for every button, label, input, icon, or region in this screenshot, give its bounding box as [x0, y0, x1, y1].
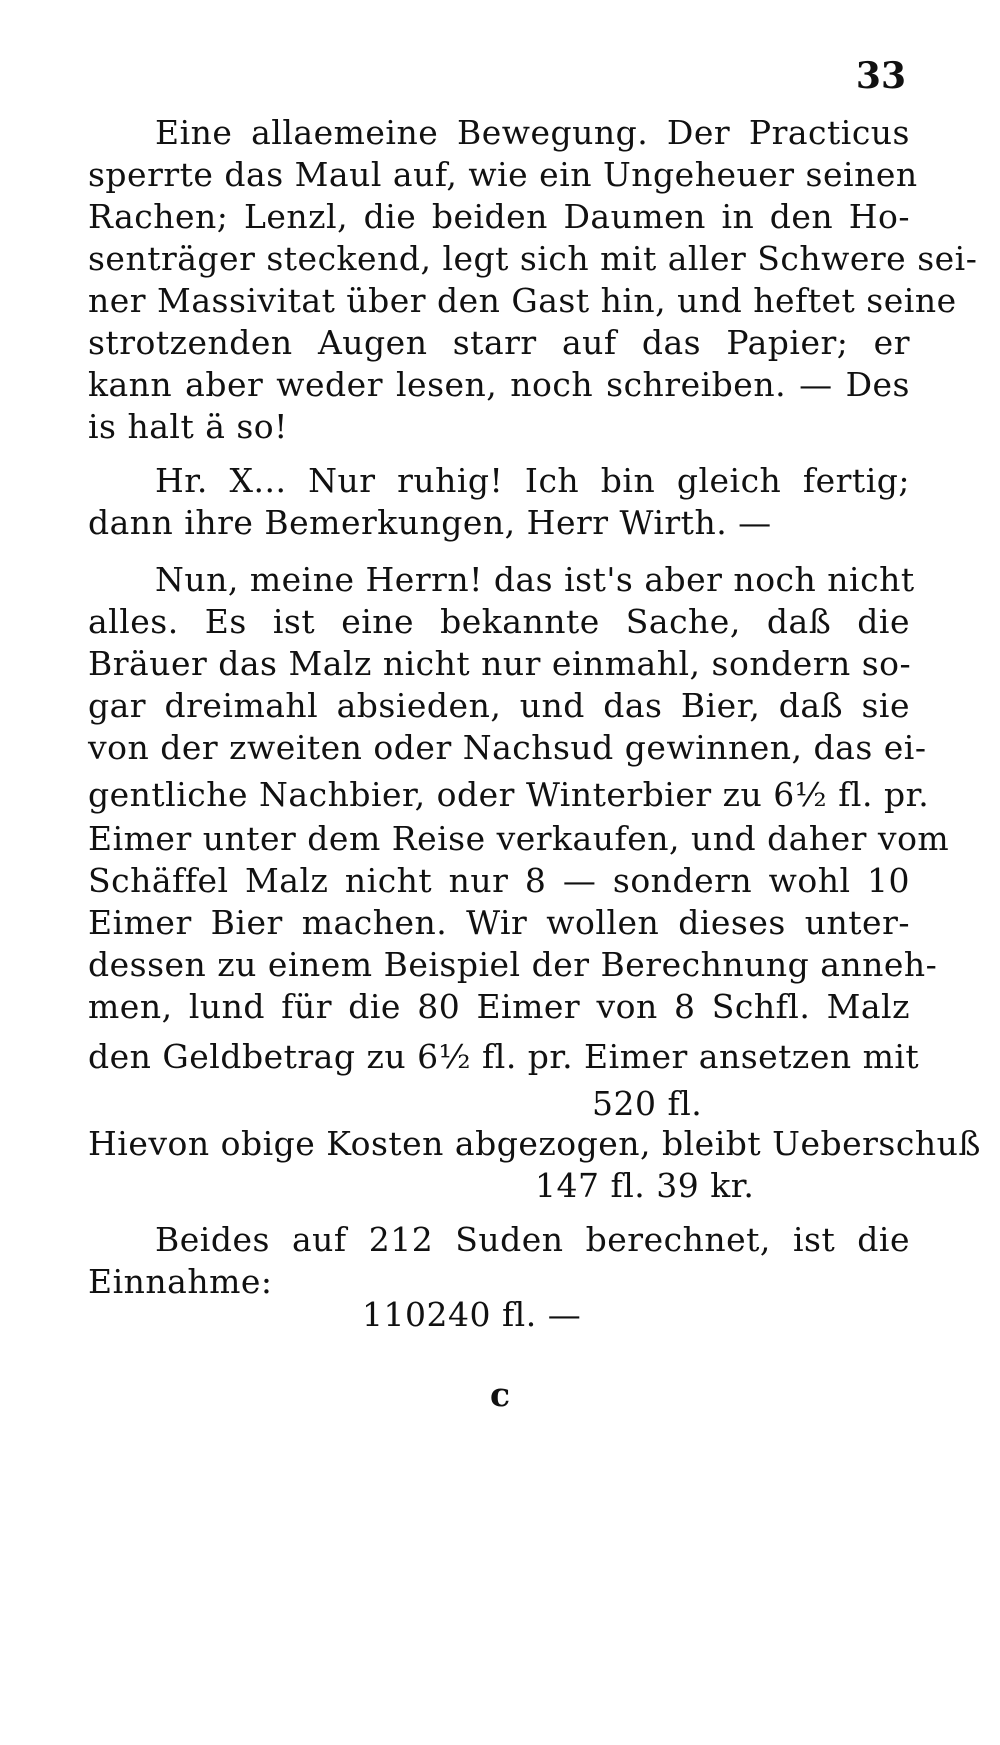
text-line: Hievon obige Kosten abgezogen, bleibt Ueberschuß: [88, 1124, 981, 1163]
text-line: gar dreimahl absieden, und das Bier, daß sie: [88, 686, 910, 725]
text-line: dann ihre Bemerkungen, Herr Wirth. —: [88, 503, 772, 542]
text-line: sperrte das Maul auf, wie ein Ungeheuer seinen: [88, 155, 918, 194]
amount-line: 147 fl. 39 kr.: [535, 1166, 755, 1205]
text-line: gentliche Nachbier, oder Winterbier zu 6½ fl. pr.: [88, 775, 930, 814]
text-line: Eimer Bier machen. Wir wollen dieses unter-: [88, 903, 910, 942]
amount-line: 520 fl.: [592, 1084, 703, 1123]
text-line: Beides auf 212 Suden berechnet, ist die: [155, 1220, 910, 1259]
text-line: senträger steckend, legt sich mit aller Schwere sei-: [88, 239, 978, 278]
text-line: Hr. X... Nur ruhig! Ich bin gleich fertig;: [155, 461, 910, 500]
text-line: Einnahme:: [88, 1262, 273, 1301]
text-line: ner Massivitat über den Gast hin, und heftet seine: [88, 281, 957, 320]
page-number: 33: [855, 55, 906, 97]
text-line: von der zweiten oder Nachsud gewinnen, das ei-: [88, 728, 927, 767]
text-line: dessen zu einem Beispiel der Berechnung anneh-: [88, 945, 938, 984]
text-line: kann aber weder lesen, noch schreiben. — Des: [88, 365, 910, 404]
text-line: alles. Es ist eine bekannte Sache, daß die: [88, 602, 910, 641]
text-line: Nun, meine Herrn! das ist's aber noch nicht: [155, 560, 915, 599]
text-line: den Geldbetrag zu 6½ fl. pr. Eimer ansetzen mit: [88, 1037, 920, 1076]
text-line: is halt ä so!: [88, 407, 288, 446]
text-line: Bräuer das Malz nicht nur einmahl, sondern so-: [88, 644, 912, 683]
text-line: Schäffel Malz nicht nur 8 — sondern wohl 10: [88, 861, 910, 900]
total-line: 110240 fl. —: [362, 1295, 582, 1334]
text-line: Eine allaemeine Bewegung. Der Practicus: [155, 113, 910, 152]
text-line: Eimer unter dem Reise verkaufen, und daher vom: [88, 819, 950, 858]
text-line: strotzenden Augen starr auf das Papier; er: [88, 323, 910, 362]
text-line: Rachen; Lenzl, die beiden Daumen in den Ho-: [88, 197, 910, 236]
text-line: men, lund für die 80 Eimer von 8 Schfl. Malz: [88, 987, 910, 1026]
signature-mark: c: [489, 1375, 511, 1414]
